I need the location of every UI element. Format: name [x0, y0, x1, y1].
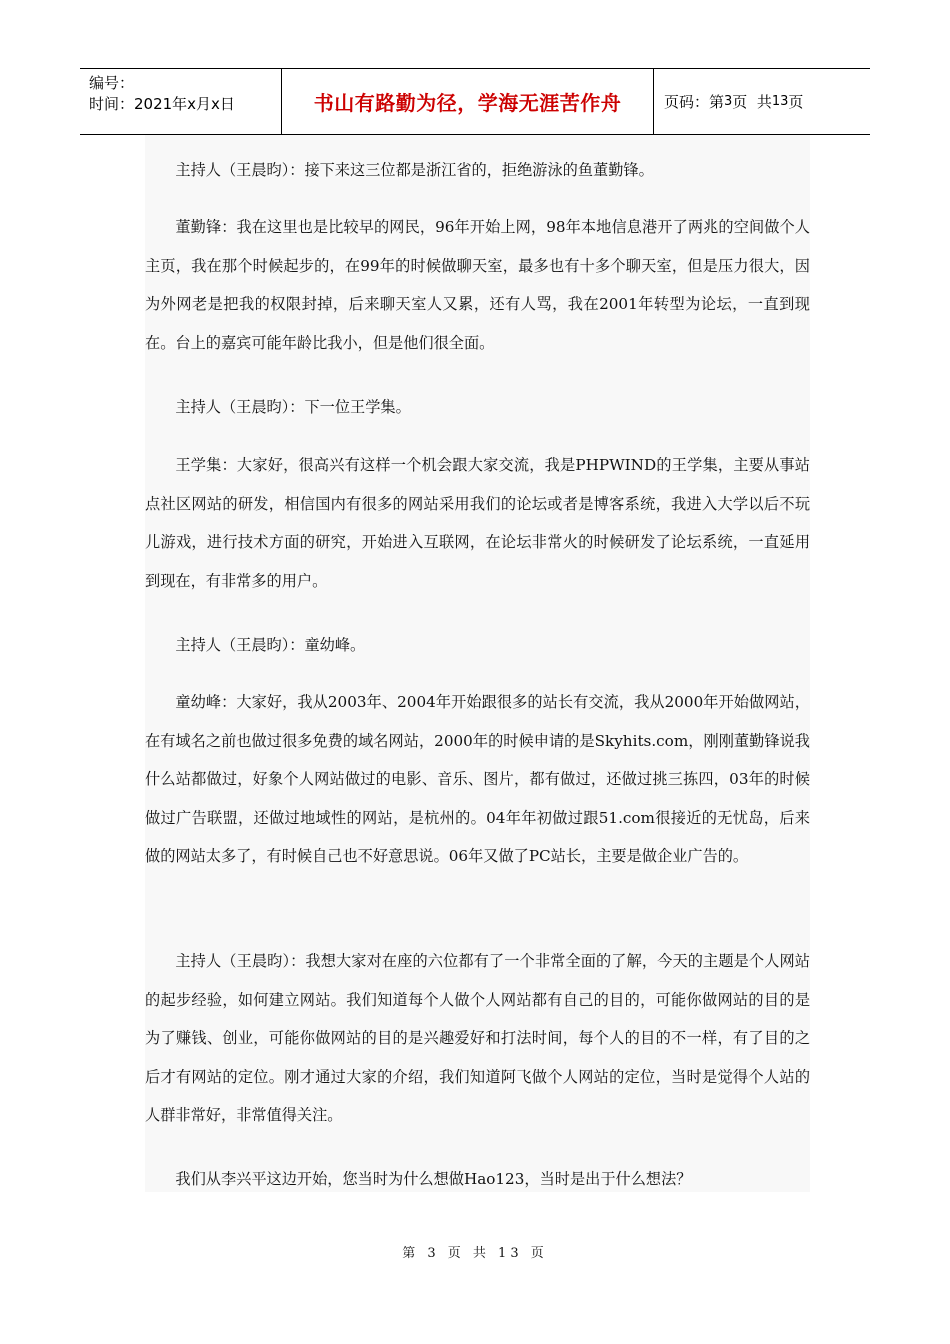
document-number-label: 编号：: [89, 74, 135, 92]
paragraph: 童幼峰：大家好，我从2003年、2004年开始跟很多的站长有交流，我从2000年开始做网站，在有域名之前也做过很多免费的域名网站，2000年的时候申请的是Skyhits.com，刚刚董勤锋说我什么站都做过，好象个人网站做过的电影、音乐、图片，都有做过，还做过挑三拣四，03年的时候做过广告联盟，还做过地域性的网站，是杭州的。04年年初做过跟51.com很接近的无忧岛，后来做的网站太多了，有时候自己也不好意思说。06年又做了PC站长，主要是做企业广告的。: [145, 693, 810, 865]
document-body: [145, 135, 810, 1192]
page-total: 13: [771, 94, 789, 109]
page-header: [80, 68, 870, 135]
header-meta: [80, 69, 282, 134]
paragraph: 主持人（王晨昀）：童幼峰。: [175, 636, 366, 654]
paragraph: 主持人（王晨昀）：接下来这三位都是浙江省的，拒绝游泳的鱼董勤锋。: [175, 161, 654, 179]
paragraph: 主持人（王晨昀）：我想大家对在座的六位都有了一个非常全面的了解，今天的主题是个人网站的起步经验，如何建立网站。我们知道每个人做个人网站都有自己的目的，可能你做网站的目的是为了赚钱、创业，可能你做网站的目的是兴趣爱好和打法时间，每个人的目的不一样，有了目的之后才有网站的定位。刚才通过大家的介绍，我们知道阿飞做个人网站的定位，当时是觉得个人站的人群非常好，非常值得关注。: [145, 952, 810, 1124]
paragraph: 王学集：大家好，很高兴有这样一个机会跟大家交流，我是PHPWIND的王学集，主要从事站点社区网站的研发，相信国内有很多的网站采用我们的论坛或者是博客系统，我进入大学以后不玩儿游戏，进行技术方面的研究，开始进入互联网，在论坛非常火的时候研发了论坛系统，一直延用到现在，有非常多的用户。: [145, 456, 810, 590]
page-suffix: 页: [788, 93, 804, 111]
paragraph: 主持人（王晨昀）：下一位王学集。: [175, 398, 411, 416]
page-prefix: 页码：第: [664, 93, 725, 111]
page-current: 3: [724, 94, 733, 109]
page-footer: 第 3 页 共 13 页: [402, 1246, 548, 1261]
page-mid: 页 共: [732, 93, 772, 111]
paragraph: 我们从李兴平这边开始，您当时为什么想做Hao123，当时是出于什么想法？: [175, 1170, 692, 1188]
header-motto: 书山有路勤为径，学海无涯苦作舟: [282, 69, 654, 134]
document-time: 时间：2021年x月x日: [89, 95, 235, 113]
header-page-info: [654, 69, 870, 134]
paragraph: 董勤锋：我在这里也是比较早的网民，96年开始上网，98年本地信息港开了两兆的空间做个人主页，我在那个时候起步的，在99年的时候做聊天室，最多也有十多个聊天室，但是压力很大，因为外网老是把我的权限封掉，后来聊天室人又累，还有人骂，我在2001年转型为论坛，一直到现在。台上的嘉宾可能年龄比我小，但是他们很全面。: [145, 218, 810, 352]
